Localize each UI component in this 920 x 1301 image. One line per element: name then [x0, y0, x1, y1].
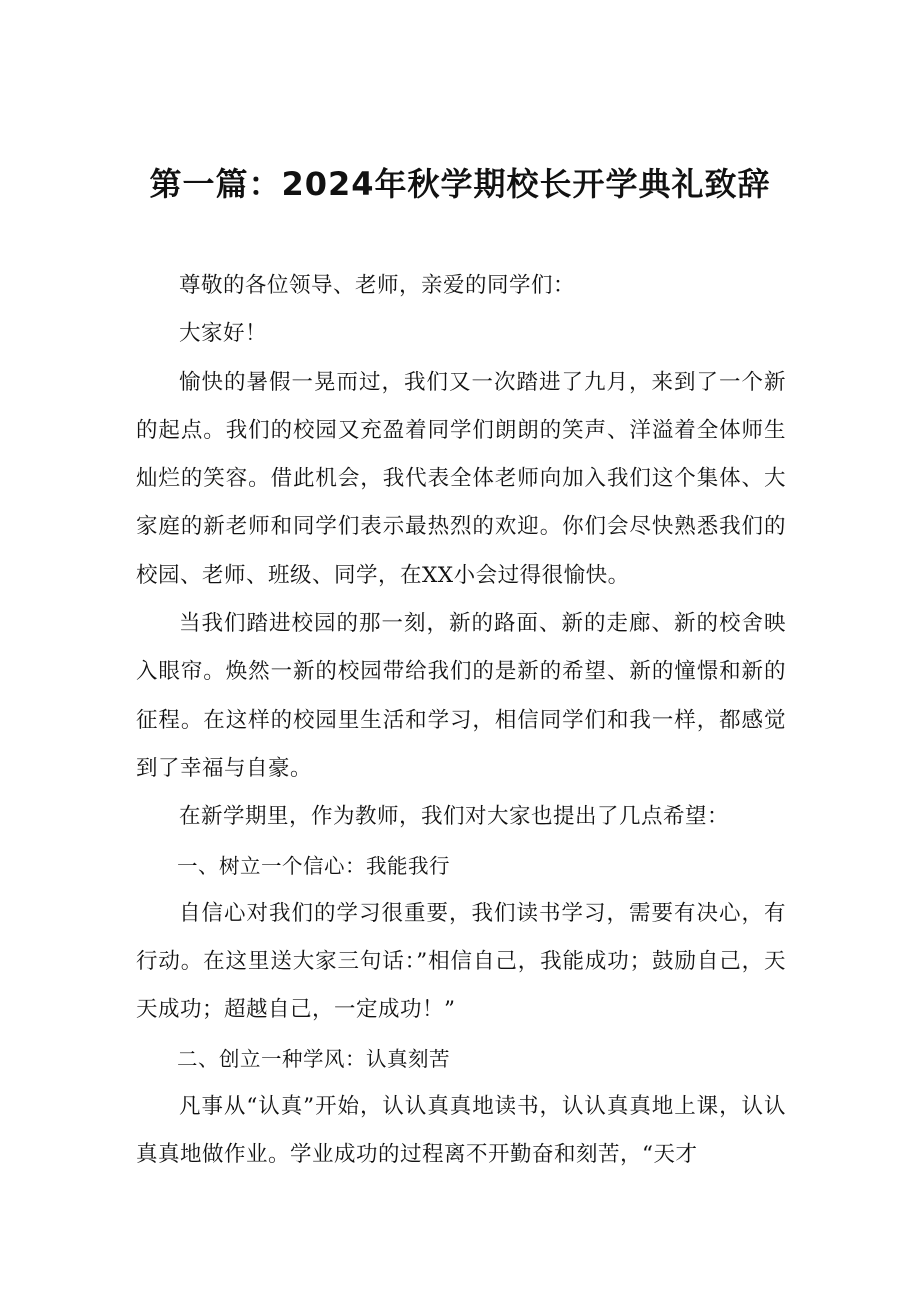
body-paragraph: 自信心对我们的学习很重要，我们读书学习，需要有决心，有行动。在这里送大家三句话：”相信自己，我能成功；鼓励自己，天天成功；超越自己，一定成功！”	[136, 900, 786, 1023]
body-paragraph: 凡事从“认真”开始，认认真真地读书，认认真真地上课，认认真真地做作业。学业成功的过程离不开勤奋和刻苦，“天才	[136, 1094, 786, 1168]
body-paragraph: 愉快的暑假一晃而过，我们又一次踏进了九月，来到了一个新的起点。我们的校园又充盈着同学们朗朗的笑声、洋溢着全体师生灿烂的笑容。借此机会，我代表全体老师向加入我们这个集体、大家庭的新老师和同学们表示最热烈的欢迎。你们会尽快熟悉我们的校园、老师、班级、同学，在XX小会过得很愉快。	[136, 369, 786, 588]
hello-paragraph: 大家好！	[179, 321, 268, 347]
document-title: 第一篇：2024年秋学期校长开学典礼致辞	[149, 165, 771, 203]
section-heading-2: 二、创立一种学风：认真刻苦	[177, 1046, 450, 1071]
document-body	[136, 262, 786, 1180]
body-paragraph: 当我们踏进校园的那一刻，新的路面、新的走廊、新的校舍映入眼帘。焕然一新的校园带给我们的是新的希望、新的憧憬和新的征程。在这样的校园里生活和学习，相信同学们和我一样，都感觉到了幸福与自豪。	[136, 611, 786, 781]
body-paragraph: 在新学期里，作为教师，我们对大家也提出了几点希望：	[179, 804, 730, 830]
greeting-paragraph: 尊敬的各位领导、老师，亲爱的同学们：	[179, 273, 576, 298]
section-heading-1: 一、树立一个信心：我能我行	[177, 853, 450, 878]
